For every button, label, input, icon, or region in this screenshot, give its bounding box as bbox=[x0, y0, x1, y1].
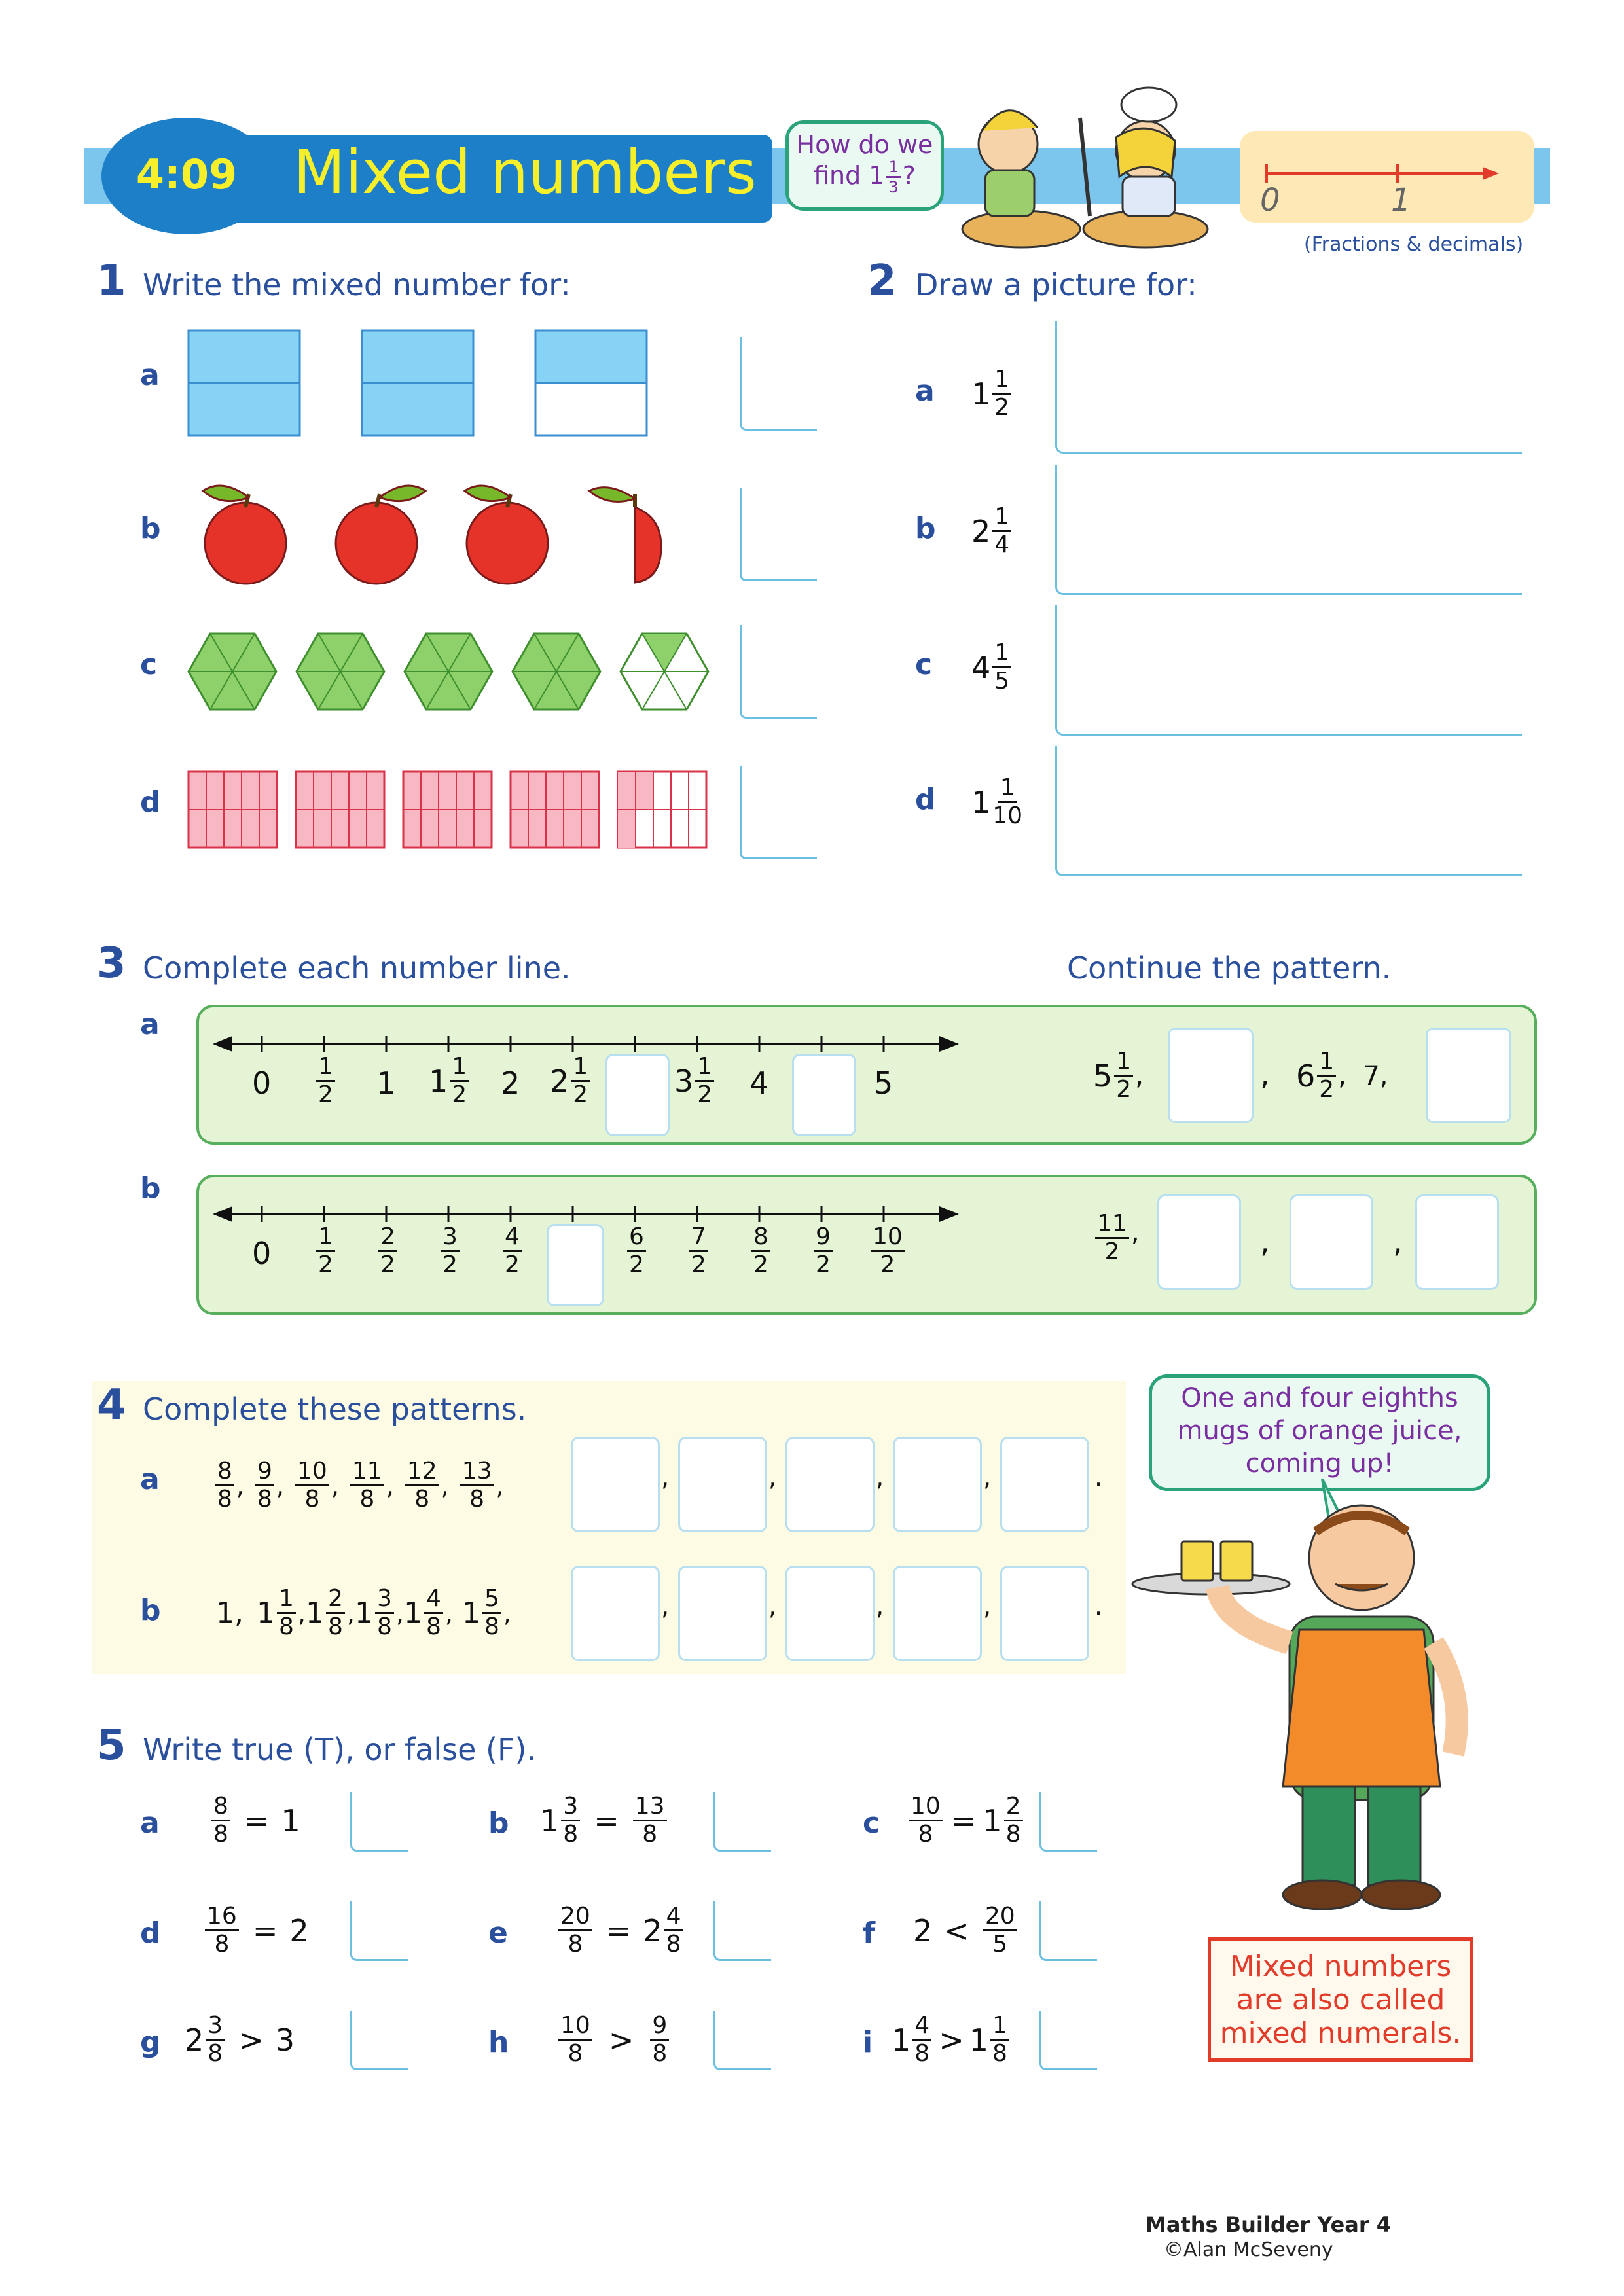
q3b-comma-1: , bbox=[1260, 1224, 1270, 1259]
q5c-statement: $\frac{10}{8}$ = 1 $\frac{2}{8}$ bbox=[907, 1795, 1025, 1846]
character-speech-bubble bbox=[1149, 1374, 1490, 1491]
q5a-answer-box[interactable] bbox=[350, 1792, 408, 1852]
q1-label-d: d bbox=[140, 785, 161, 819]
q5i-statement: 1 $\frac{4}{8}$ > 1 $\frac{1}{8}$ bbox=[892, 2014, 1011, 2066]
q3-instruction: Complete each number line. bbox=[143, 950, 571, 986]
tag-zero: 0 bbox=[1260, 182, 1280, 219]
q4b-blank-3[interactable] bbox=[785, 1566, 875, 1661]
whole: 1 bbox=[971, 376, 991, 412]
numerator: 1 bbox=[992, 368, 1011, 395]
q3a-tick-5: 5 bbox=[874, 1066, 893, 1101]
q3a-blank-1[interactable] bbox=[605, 1054, 670, 1136]
q4a-comma: , bbox=[876, 1463, 884, 1492]
section-number: 4:09 bbox=[135, 151, 238, 198]
q5i-answer-box[interactable] bbox=[1039, 2011, 1097, 2070]
q3b-tick-6: $\frac{6}{2}$ bbox=[625, 1225, 648, 1277]
q4a-blank-3[interactable] bbox=[785, 1437, 875, 1532]
q3a-pattern-third: 6 $\frac{1}{2}$ , 7, bbox=[1296, 1048, 1388, 1103]
q4a-comma: , bbox=[983, 1463, 992, 1492]
q3-number: 3 bbox=[97, 939, 126, 988]
q4-label-b: b bbox=[140, 1594, 161, 1627]
q2b-mixed-number bbox=[971, 505, 1013, 557]
q3b-tick-2: $\frac{2}{2}$ bbox=[376, 1225, 399, 1277]
bubble-end: ? bbox=[902, 161, 916, 190]
q3a-tick-2: 2 bbox=[501, 1066, 520, 1101]
denominator: 2 bbox=[994, 394, 1010, 421]
q2-number: 2 bbox=[867, 257, 897, 305]
bubble-text: find 1 bbox=[814, 161, 885, 190]
q5-label-e: e bbox=[488, 1916, 508, 1950]
footer-copyright: ©Alan McSeveny bbox=[1164, 2238, 1333, 2261]
q1c-answer-box[interactable] bbox=[740, 625, 817, 719]
q3b-tick-7: $\frac{7}{2}$ bbox=[687, 1225, 710, 1277]
q5d-answer-box[interactable] bbox=[350, 1901, 408, 1961]
denominator: 10 bbox=[992, 802, 1023, 829]
q3b-tick-8: $\frac{8}{2}$ bbox=[749, 1225, 772, 1277]
q4-label-a: a bbox=[140, 1463, 160, 1496]
q3b-pattern-blank-2[interactable] bbox=[1290, 1194, 1373, 1290]
q4b-sequence: 1, 1 $\frac{1}{8}$ , 1 $\frac{2}{8}$ , 1 $\frac{3}{8}$ , 1 $\frac{4}{8}$ , 1 $\frac{5}{8}$ , bbox=[216, 1585, 511, 1640]
q4-instruction: Complete these patterns. bbox=[143, 1391, 527, 1427]
q3b-pattern-blank-3[interactable] bbox=[1415, 1194, 1499, 1290]
q5b-statement: 1 $\frac{3}{8}$ = $\frac{13}{8}$ bbox=[540, 1795, 669, 1846]
q2c-mixed-number bbox=[971, 641, 1013, 693]
q5c-answer-box[interactable] bbox=[1039, 1792, 1097, 1852]
q2b-drawing-box[interactable] bbox=[1055, 465, 1522, 595]
q3a-tick-0: 0 bbox=[252, 1066, 272, 1101]
q2d-mixed-number bbox=[971, 776, 1024, 828]
q2-label-b: b bbox=[915, 512, 936, 545]
note-line-3: mixed numerals. bbox=[1219, 2016, 1462, 2050]
q4b-blank-5[interactable] bbox=[1000, 1566, 1089, 1661]
q3b-tick-3: $\frac{3}{2}$ bbox=[439, 1225, 461, 1277]
question-bubble bbox=[785, 120, 944, 211]
numerator: 1 bbox=[992, 641, 1011, 668]
q4b-comma: , bbox=[983, 1592, 992, 1621]
q5h-statement: $\frac{10}{8}$ > $\frac{9}{8}$ bbox=[556, 2014, 671, 2066]
q5e-statement: $\frac{20}{8}$ = 2 $\frac{4}{8}$ bbox=[556, 1905, 685, 1956]
bubble-frac-d: 3 bbox=[888, 178, 899, 196]
note-line-1: Mixed numbers bbox=[1229, 1949, 1452, 1983]
q5b-answer-box[interactable] bbox=[713, 1792, 771, 1852]
q4a-blank-2[interactable] bbox=[678, 1437, 767, 1532]
q5-label-h: h bbox=[488, 2026, 509, 2059]
whole: 2 bbox=[971, 513, 991, 549]
cartoon-waiter-juice bbox=[1126, 1479, 1532, 1924]
q2d-drawing-box[interactable] bbox=[1055, 746, 1522, 876]
q4b-comma: , bbox=[768, 1592, 777, 1621]
q5a-statement: $\frac{8}{8}$ = 1 bbox=[209, 1795, 300, 1846]
q3a-tick-1-half: 1 $\frac{1}{2}$ bbox=[429, 1055, 471, 1107]
q5-label-d: d bbox=[140, 1916, 161, 1950]
tag-caption: (Fractions & decimals) bbox=[1304, 233, 1524, 256]
q1d-grids-picture bbox=[187, 769, 717, 851]
q4a-comma: , bbox=[768, 1463, 777, 1492]
q3b-comma-2: , bbox=[1393, 1224, 1403, 1259]
q5-label-a: a bbox=[140, 1806, 160, 1840]
speech-line-2: mugs of orange juice, bbox=[1177, 1416, 1462, 1446]
bubble-line-1: How do we bbox=[796, 130, 933, 159]
q4a-comma: , bbox=[661, 1463, 670, 1492]
q4a-period: . bbox=[1094, 1463, 1103, 1492]
q1d-answer-box[interactable] bbox=[740, 766, 817, 859]
q2c-drawing-box[interactable] bbox=[1055, 605, 1522, 736]
q4a-blank-4[interactable] bbox=[893, 1437, 982, 1532]
q3-label-b: b bbox=[140, 1172, 161, 1205]
whole: 1 bbox=[971, 784, 991, 820]
q2a-mixed-number bbox=[971, 368, 1013, 420]
page-title: Mixed numbers bbox=[293, 137, 757, 207]
denominator: 4 bbox=[994, 531, 1010, 558]
q5-number: 5 bbox=[97, 1721, 126, 1770]
q4b-period: . bbox=[1094, 1592, 1103, 1621]
q3b-tick-4: $\frac{4}{2}$ bbox=[501, 1225, 524, 1277]
q3a-tick-2-half: 2 $\frac{1}{2}$ bbox=[550, 1055, 592, 1107]
q4b-comma: , bbox=[876, 1592, 884, 1621]
speech-line-3: coming up! bbox=[1245, 1448, 1394, 1479]
q1a-halves-picture bbox=[187, 327, 651, 439]
q3a-blank-2[interactable] bbox=[792, 1054, 856, 1136]
q4b-comma: , bbox=[661, 1592, 670, 1621]
q1-label-c: c bbox=[140, 648, 158, 681]
q5-label-b: b bbox=[488, 1806, 509, 1840]
q4b-blank-1[interactable] bbox=[571, 1566, 660, 1661]
q1b-apples-picture bbox=[183, 471, 694, 589]
cartoon-children-pizza bbox=[949, 79, 1237, 249]
q3a-pattern-blank-2[interactable] bbox=[1426, 1028, 1511, 1123]
q5-label-c: c bbox=[863, 1806, 880, 1840]
q3a-tick-3-half: 3 $\frac{1}{2}$ bbox=[674, 1055, 716, 1107]
q2-label-a: a bbox=[915, 374, 935, 408]
q4b-blank-2[interactable] bbox=[678, 1566, 767, 1661]
tag-one: 1 bbox=[1391, 182, 1411, 219]
q4-number: 4 bbox=[97, 1381, 126, 1429]
q1a-answer-box[interactable] bbox=[740, 337, 817, 431]
q1-number: 1 bbox=[97, 257, 126, 305]
q5-label-g: g bbox=[140, 2026, 161, 2059]
bubble-line-2 bbox=[789, 159, 941, 195]
footer-book-title: Maths Builder Year 4 bbox=[1146, 2212, 1392, 2237]
q5e-answer-box[interactable] bbox=[713, 1901, 771, 1961]
q3a-tick-half: $\frac{1}{2}$ bbox=[314, 1055, 337, 1107]
q3a-pattern-blank-1[interactable] bbox=[1168, 1028, 1254, 1123]
mini-number-line bbox=[1254, 157, 1515, 216]
q3a-pattern-first: 5 $\frac{1}{2}$ , bbox=[1093, 1048, 1144, 1103]
q3b-blank-1[interactable] bbox=[547, 1224, 604, 1306]
q1b-answer-box[interactable] bbox=[740, 488, 817, 581]
q3-pattern-instruction: Continue the pattern. bbox=[1067, 950, 1392, 986]
q4b-blank-4[interactable] bbox=[893, 1566, 982, 1661]
q3a-comma-1: , bbox=[1260, 1056, 1270, 1092]
q3b-pattern-first: $\frac{11}{2}$ , bbox=[1093, 1212, 1140, 1264]
numerator: 1 bbox=[992, 505, 1011, 532]
q3b-tick-0: 0 bbox=[252, 1236, 272, 1271]
q2-label-c: c bbox=[915, 648, 933, 681]
q5f-answer-box[interactable] bbox=[1039, 1901, 1097, 1961]
q3b-tick-10: $\frac{10}{2}$ bbox=[869, 1225, 907, 1277]
q4a-sequence: $\frac{8}{8}$ , $\frac{9}{8}$ , $\frac{10}{8}$ , $\frac{11}{8}$ , $\frac{12}{8}$ , $\frac{13}{8}$ , bbox=[213, 1460, 504, 1511]
speech-line-1: One and four eighths bbox=[1181, 1383, 1458, 1413]
q5g-answer-box[interactable] bbox=[350, 2011, 408, 2070]
q5g-statement: 2 $\frac{3}{8}$ > 3 bbox=[185, 2012, 295, 2067]
q3-label-a: a bbox=[140, 1008, 160, 1041]
q5d-statement: $\frac{16}{8}$ = 2 bbox=[203, 1905, 309, 1956]
whole: 4 bbox=[971, 649, 991, 685]
q3a-tick-1: 1 bbox=[376, 1066, 396, 1101]
bubble-frac-n: 1 bbox=[886, 159, 900, 178]
note-box bbox=[1208, 1937, 1473, 2062]
q1-label-b: b bbox=[140, 512, 161, 545]
q5f-statement: 2 < $\frac{20}{5}$ bbox=[913, 1905, 1019, 1956]
q5h-answer-box[interactable] bbox=[713, 2011, 771, 2070]
q1c-hexagons-picture bbox=[187, 628, 723, 717]
q2-instruction: Draw a picture for: bbox=[915, 267, 1197, 302]
note-line-2: are also called bbox=[1236, 1982, 1445, 2017]
q4a-blank-5[interactable] bbox=[1000, 1437, 1089, 1532]
q3b-tick-1: $\frac{1}{2}$ bbox=[314, 1225, 337, 1277]
q3b-tick-9: $\frac{9}{2}$ bbox=[812, 1225, 835, 1277]
q2a-drawing-box[interactable] bbox=[1055, 321, 1522, 454]
q5-label-i: i bbox=[863, 2026, 873, 2059]
denominator: 5 bbox=[994, 668, 1010, 694]
q5-instruction: Write true (T), or false (F). bbox=[143, 1732, 537, 1767]
q1-label-a: a bbox=[140, 359, 160, 392]
q2-label-d: d bbox=[915, 783, 936, 816]
q4a-blank-1[interactable] bbox=[571, 1437, 660, 1532]
numerator: 1 bbox=[998, 776, 1017, 803]
q3b-pattern-blank-1[interactable] bbox=[1157, 1194, 1241, 1290]
q1-instruction: Write the mixed number for: bbox=[143, 267, 571, 302]
q5-label-f: f bbox=[863, 1916, 876, 1950]
q3a-tick-4: 4 bbox=[749, 1066, 769, 1101]
